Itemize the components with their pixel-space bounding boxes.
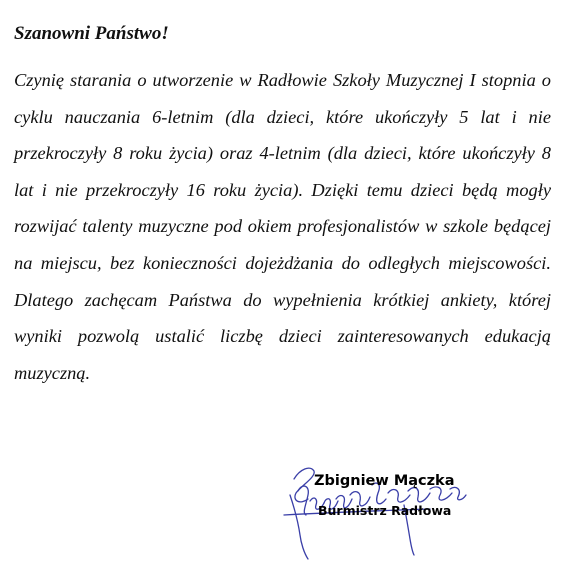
letter-body: Czynię starania o utworzenie w Radłowie Szkoły Muzycznej I stopnia o cyklu nauczania 6-letnim (dla dzieci, które ukończyły 5 lat i nie przekroczyły 8 roku życia) oraz 4-letnim (dla dzieci, które ukończyły 8 lat i nie przekroczyły 16 roku życia). Dzięki temu dzieci będą mogły rozwijać talenty muzyczne pod okiem profesjonalistów w szkole będącej na miejscu, bez konieczności dojeżdżania do odległych miejscowości. Dlatego zachęcam Państwa do wypełnienia krótkiej ankiety, której wyniki pozwolą ustalić liczbę dzieci zainteresowanych edukacją muzyczną. — [14, 70, 551, 383]
signature-block — [280, 455, 480, 565]
signer-title: Burmistrz Radłowa — [318, 503, 452, 518]
signer-name: Zbigniew Mączka — [314, 473, 455, 489]
salutation: Szanowni Państwo! — [14, 23, 169, 44]
letter — [14, 20, 551, 391]
